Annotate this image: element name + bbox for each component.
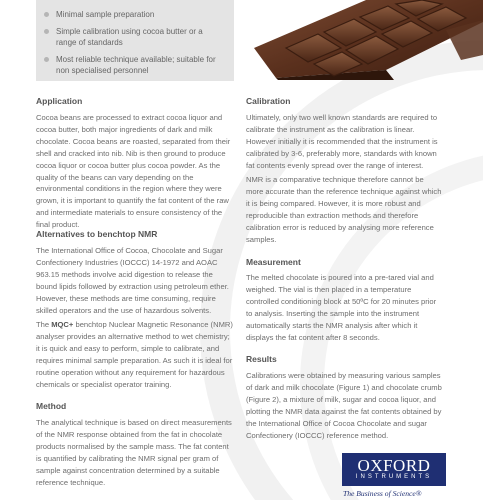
feature-bullet: Most reliable technique available; suitable for non specialised personnel [56, 54, 221, 76]
bullet-dot-icon [44, 57, 49, 62]
logo-sub-text: INSTRUMENTS [355, 474, 433, 480]
heading-method: Method [36, 401, 67, 411]
heading-alternatives: Alternatives to benchtop NMR [36, 229, 158, 239]
heading-results: Results [246, 354, 277, 364]
paragraph-measurement: The melted chocolate is poured into a pre-tared vial and weighed. The vial is then placed in a temperature controlled conditioning block at 50ºC for 20 minutes prior to analysis. Inserting the sample into the instrument automatically starts the NMR analysis after which it displays the fat content after 8 seconds. [246, 273, 437, 342]
paragraph-calibration-1: Ultimately, only two well known standards are required to calibrate the instrument as the calibration is linear. However initially it is recommended that the instrument is calibrated by 3-6, preferably more, standards with known fat contents evenly spread over the range of interest. [246, 113, 438, 170]
feature-bullet: Simple calibration using cocoa butter or a range of standards [56, 26, 221, 48]
product-name: MQC+ [51, 320, 74, 329]
paragraph-application: Cocoa beans are processed to extract cocoa liquor and cocoa butter, both major ingredients of dark and milk chocolate. Cocoa beans are roasted, separated from their shell and cracked into nib. Nib is then ground to produce cocoa liquor or cocoa butter plus cocoa powder. As the quality of the beans can vary depending on the environmental conditions in the region where they were grown, it is important to quantify the fat content of the raw and intermediate materials to ensure consistency of the final product. [36, 113, 231, 230]
logo-main-text: OXFORD [357, 456, 431, 475]
feature-bullet: Minimal sample preparation [56, 9, 226, 20]
paragraph-results: Calibrations were obtained by measuring various samples of dark and milk chocolate (Figure 1) and chocolate crumb (Figure 2), a mixture of milk, sugar and cocoa liquor, and plotting the NMR data against the fat contents obtained by the International Office of Cocoa Chocolate and sugar Confectionery (IOCCC) reference method. [246, 371, 442, 440]
heading-calibration: Calibration [246, 96, 291, 106]
tagline: The Business of Science® [343, 489, 422, 498]
chocolate-bar-image [246, 0, 483, 80]
bullet-dot-icon [44, 29, 49, 34]
bullet-dot-icon [44, 12, 49, 17]
heading-measurement: Measurement [246, 257, 301, 267]
paragraph-mqc: The MQC+ benchtop Nuclear Magnetic Resonance (NMR) analyser provides an alternative method to wet chemistry; it is quick and easy to perform, simple to calibrate, and requires minimal sample preparation. As such it is ideal for routine operation without any requirement for hazardous chemicals or specialist operator training. [36, 320, 233, 389]
paragraph-calibration-2: NMR is a comparative technique therefore cannot be more accurate than the reference technique against which it is being compared. However, it is more robust and reproducible than extraction methods and therefore calibration error is reduced by analysing more reference samples. [246, 175, 442, 244]
heading-application: Application [36, 96, 83, 106]
paragraph-method: The analytical technique is based on direct measurements of the NMR response obtained from the fat in chocolate products normalised by the sample mass. The fat content is quantified by calibrating the NMR signal per gram of sample against concentration determined by a suitable reference technique. [36, 418, 232, 487]
paragraph-alternatives: The International Office of Cocoa, Chocolate and Sugar Confectionery Industries (IOCCC) 14-1972 and AOAC 963.15 methods involve acid digestion to release the bound lipids followed by extraction using petroleum ether. However, these methods are time consuming, require skilled operators and the use of hazardous solvents. [36, 246, 229, 315]
oxford-instruments-logo [342, 453, 446, 486]
